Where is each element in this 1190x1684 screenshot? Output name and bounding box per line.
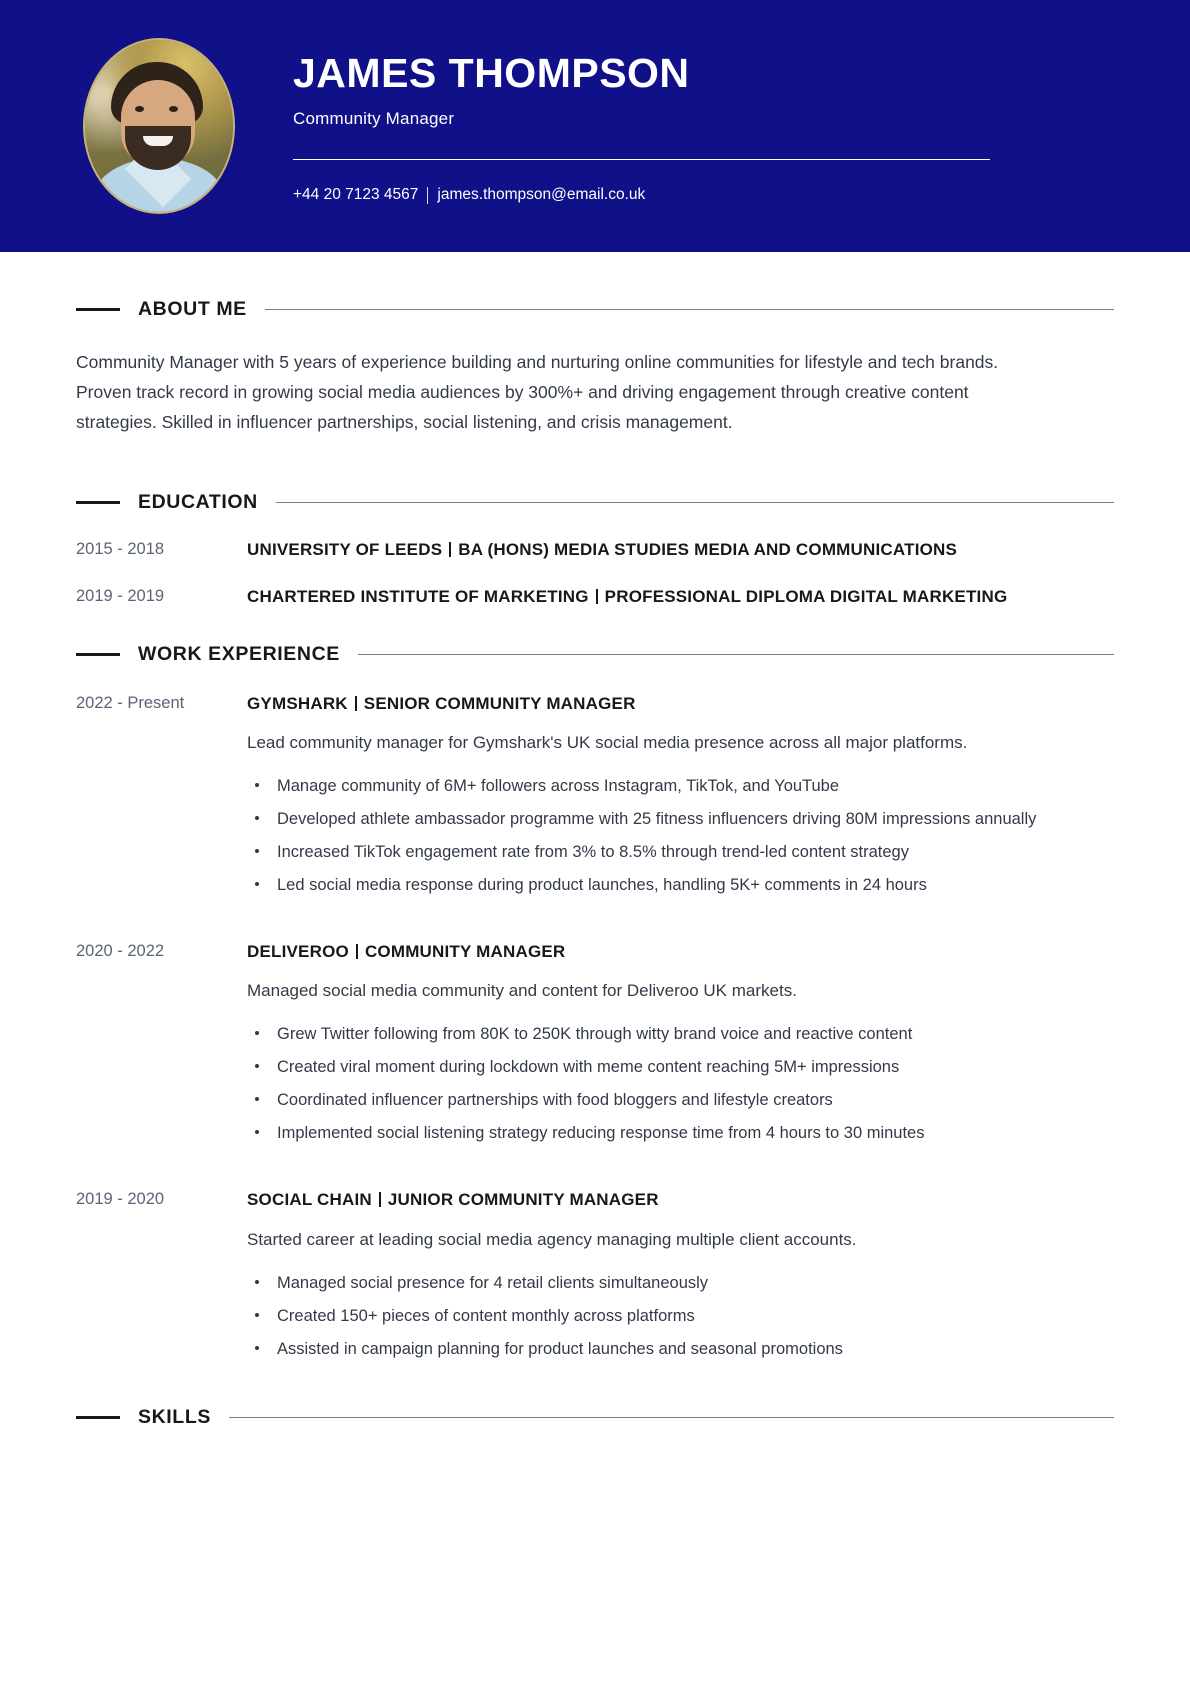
work-experience-section-header [76,643,1114,666]
candidate-job-title: Community Manager [293,109,455,129]
contact-info [293,186,990,204]
section-dash-icon [76,653,120,656]
work-entry-body [247,940,1114,1153]
work-role: SENIOR COMMUNITY MANAGER [363,693,636,713]
pipe-separator-icon [379,1192,381,1207]
education-entry-body [247,538,1114,562]
header-divider [293,159,990,160]
work-entry-heading [247,940,1114,964]
section-rule [276,502,1114,503]
header-text-block [293,48,990,204]
pipe-separator-icon [356,944,358,959]
work-experience-section-title: WORK EXPERIENCE [138,642,340,665]
section-dash-icon [76,501,120,504]
section-rule [229,1417,1114,1418]
section-rule [265,309,1114,310]
work-entry-bullets [247,773,1114,898]
skills-section-title: SKILLS [138,1405,211,1428]
work-entry-heading [247,1188,1114,1212]
work-company: DELIVEROO [247,941,349,961]
education-degree: PROFESSIONAL DIPLOMA DIGITAL MARKETING [604,587,1008,607]
education-institution: CHARTERED INSTITUTE OF MARKETING [247,587,589,607]
list-item: Coordinated influencer partnerships with food bloggers and lifestyle creators [247,1087,1067,1113]
list-item: Developed athlete ambassador programme with 25 fitness influencers driving 80M impressions annually [247,806,1067,832]
education-entries [76,538,1114,609]
pipe-separator-icon [596,589,598,604]
work-company: SOCIAL CHAIN [247,1190,372,1210]
work-experience-entry [76,1188,1114,1368]
work-entry-date: 2019 - 2020 [76,1190,165,1209]
work-experience-section [76,643,1114,1369]
work-experience-entry [76,940,1114,1153]
list-item: Created 150+ pieces of content monthly across platforms [247,1303,1067,1329]
pipe-separator-icon [449,542,451,557]
education-degree: BA (HONS) MEDIA STUDIES MEDIA AND COMMUNICATIONS [458,540,958,560]
work-entry-body [247,692,1114,905]
contact-separator [427,187,428,204]
education-entry [76,585,1114,609]
work-entry-body [247,1188,1114,1368]
about-section-header [76,298,1114,321]
education-section-header [76,491,1114,514]
section-dash-icon [76,1416,120,1419]
work-role: JUNIOR COMMUNITY MANAGER [387,1190,659,1210]
work-entry-date: 2022 - Present [76,693,185,712]
list-item: Assisted in campaign planning for product launches and seasonal promotions [247,1336,1067,1362]
work-experience-entry [76,692,1114,905]
work-experience-entries [76,692,1114,1369]
work-entry-date: 2020 - 2022 [76,941,165,960]
about-text: Community Manager with 5 years of experience building and nurturing online communities for lifestyle and tech brands. Proven track record in growing social media audiences by 300%+ and driving engagement through creative content strategies. Skilled in influencer partnerships, social listening, and crisis management. [76,352,999,433]
candidate-name: JAMES THOMPSON [293,49,690,96]
list-item: Grew Twitter following from 80K to 250K through witty brand voice and reactive content [247,1021,1067,1047]
work-entry-summary: Lead community manager for Gymshark's UK social media presence across all major platforms. [247,732,968,752]
list-item: Increased TikTok engagement rate from 3% to 8.5% through trend-led content strategy [247,839,1067,865]
list-item: Led social media response during product launches, handling 5K+ comments in 24 hours [247,872,1067,898]
resume-body [0,298,1190,1429]
education-section [76,491,1114,609]
list-item: Managed social presence for 4 retail clients simultaneously [247,1270,1067,1296]
education-entry [76,538,1114,562]
about-section-title: ABOUT ME [138,298,247,320]
work-company: GYMSHARK [247,693,348,713]
education-entry-heading [247,585,1114,609]
about-section [76,298,1114,437]
contact-phone: +44 20 7123 4567 [293,186,419,204]
education-section-title: EDUCATION [138,491,258,514]
work-entry-bullets [247,1021,1114,1146]
education-institution: UNIVERSITY OF LEEDS [247,540,443,560]
education-entry-body [247,585,1114,609]
list-item: Manage community of 6M+ followers across Instagram, TikTok, and YouTube [247,773,1067,799]
avatar-eye-left [135,106,144,112]
list-item: Created viral moment during lockdown with meme content reaching 5M+ impressions [247,1054,1067,1080]
education-entry-date: 2019 - 2019 [76,587,165,606]
skills-section-header [76,1406,1114,1429]
avatar-eye-right [169,106,178,112]
work-entry-summary: Managed social media community and content for Deliveroo UK markets. [247,981,797,1001]
section-rule [358,654,1114,655]
education-entry-date: 2015 - 2018 [76,540,165,559]
pipe-separator-icon [355,696,357,711]
work-entry-heading [247,692,1114,716]
work-entry-bullets [247,1270,1114,1362]
section-dash-icon [76,308,120,311]
work-entry-summary: Started career at leading social media agency managing multiple client accounts. [247,1229,857,1249]
resume-header [0,0,1190,252]
education-entry-heading [247,538,1114,562]
avatar [83,38,235,214]
list-item: Implemented social listening strategy reducing response time from 4 hours to 30 minutes [247,1120,1067,1146]
skills-section [76,1406,1114,1429]
contact-email: james.thompson@email.co.uk [437,186,646,204]
work-role: COMMUNITY MANAGER [364,941,566,961]
